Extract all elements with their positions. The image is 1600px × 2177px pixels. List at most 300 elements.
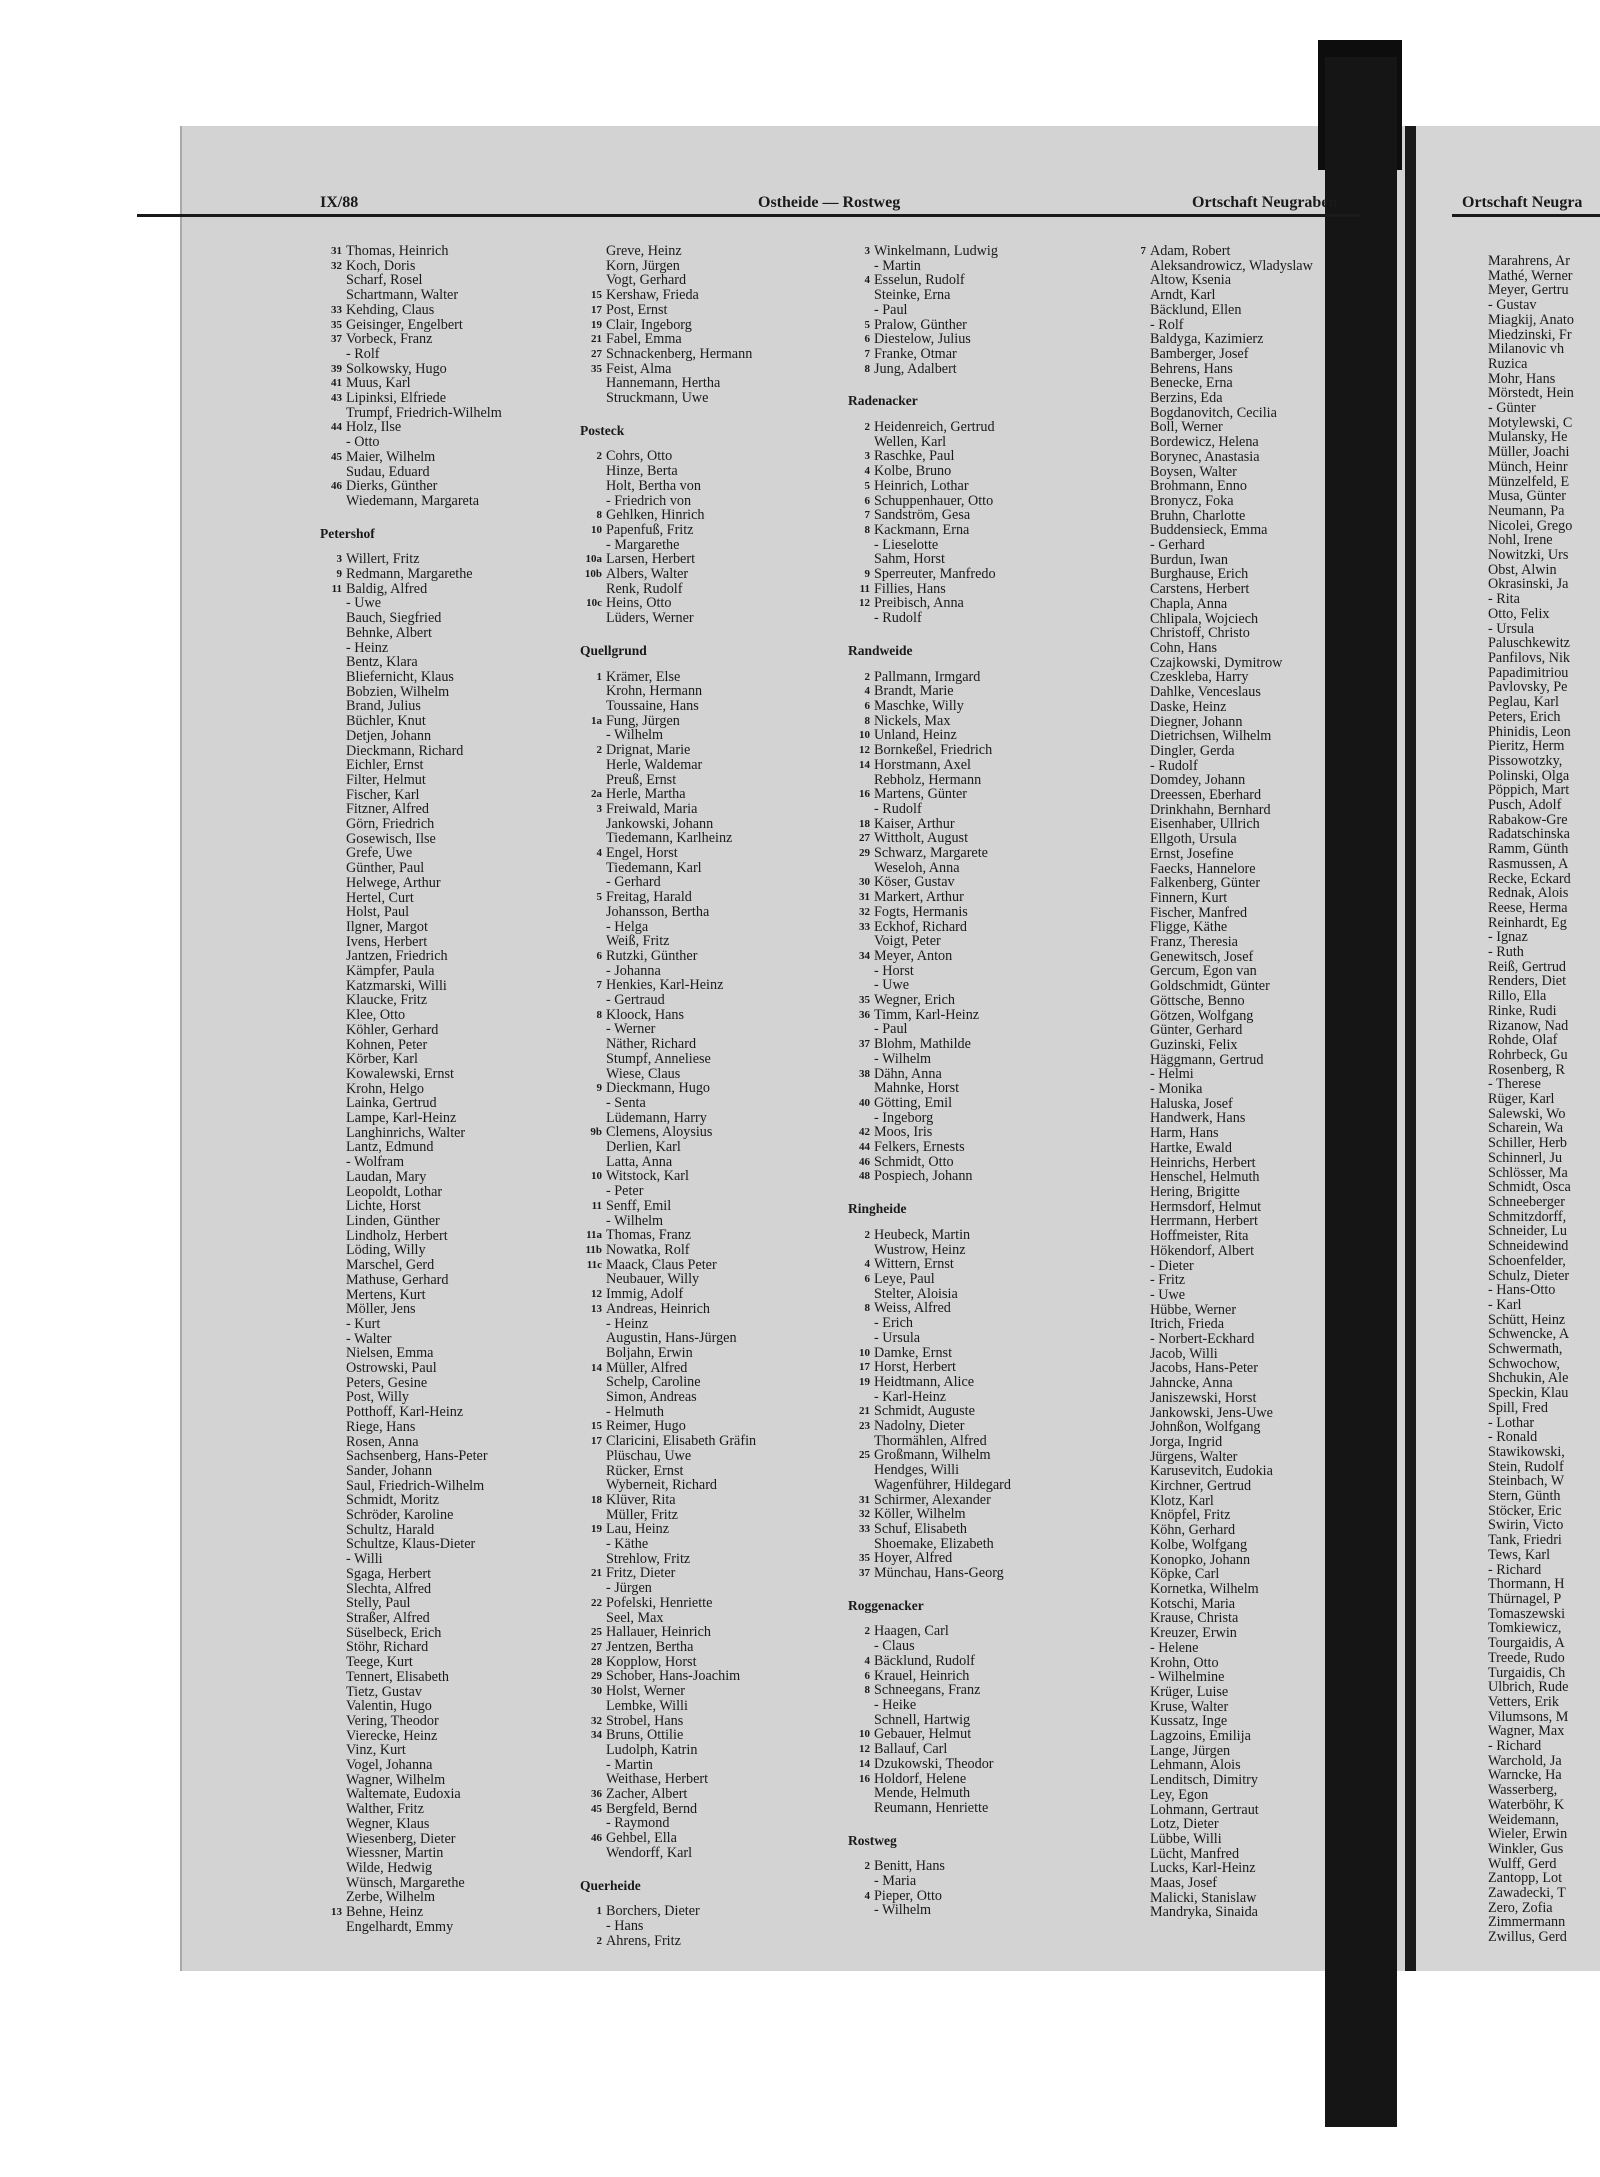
- house-number: 27: [591, 347, 602, 360]
- house-number: [580, 817, 606, 832]
- resident-row: [1124, 862, 1313, 877]
- house-number: 6: [864, 1273, 870, 1285]
- house-number: 41: [331, 377, 342, 390]
- resident-name: Miagkij, Anato: [1488, 311, 1574, 328]
- next-page-column: [1488, 254, 1574, 1945]
- house-number: 34: [859, 949, 870, 962]
- resident-row: [1124, 1685, 1313, 1700]
- resident-name: Bliefernicht, Klaus: [346, 668, 454, 685]
- resident-row: [848, 1903, 1011, 1918]
- house-number: [320, 949, 346, 964]
- house-number: [320, 435, 346, 450]
- resident-name: Schnell, Hartwig: [874, 1711, 971, 1728]
- resident-row: [848, 1698, 1011, 1713]
- resident-name: Preuß, Ernst: [606, 771, 677, 788]
- resident-row: [580, 875, 756, 890]
- resident-row: [580, 1449, 756, 1464]
- resident-row: [580, 1302, 756, 1317]
- house-number: [320, 1170, 346, 1185]
- resident-row: [848, 670, 1011, 685]
- resident-row: [848, 1390, 1011, 1405]
- resident-name: Reiß, Gertrud: [1488, 958, 1567, 975]
- resident-row: [320, 288, 502, 303]
- house-number: [320, 1817, 346, 1832]
- resident-row: [580, 1802, 756, 1817]
- house-number: [848, 1463, 874, 1478]
- resident-row: [1124, 626, 1313, 641]
- resident-row: [1124, 1803, 1313, 1818]
- house-number: [580, 391, 606, 406]
- resident-name: Muus, Karl: [346, 375, 411, 392]
- house-number: 6: [864, 333, 870, 346]
- house-number: [1124, 303, 1150, 318]
- resident-name: - Horst: [874, 962, 914, 979]
- house-number: [320, 993, 346, 1008]
- resident-name: Bordewicz, Helena: [1150, 434, 1259, 451]
- house-number: [1124, 332, 1150, 347]
- resident-row: [320, 1537, 502, 1552]
- resident-name: Nadolny, Dieter: [874, 1418, 965, 1435]
- house-number: [320, 1464, 346, 1479]
- resident-row: [320, 832, 502, 847]
- resident-row: [580, 347, 756, 362]
- resident-name: Wiesenberg, Dieter: [346, 1830, 456, 1847]
- resident-row: [848, 1801, 1011, 1816]
- resident-row: [320, 596, 502, 611]
- resident-row: [320, 567, 502, 582]
- resident-name: Wittern, Ernst: [874, 1256, 954, 1273]
- house-number: [1124, 1053, 1150, 1068]
- resident-row: [580, 1669, 756, 1684]
- resident-row: [580, 1125, 756, 1140]
- resident-name: Pralow, Günther: [874, 316, 967, 333]
- house-number: 18: [859, 817, 870, 830]
- resident-row: [848, 582, 1011, 597]
- resident-row: [1124, 612, 1313, 627]
- house-number: 19: [591, 1523, 602, 1536]
- resident-row: [1124, 273, 1313, 288]
- house-number: [1124, 1244, 1150, 1259]
- house-number: [580, 728, 606, 743]
- resident-name: Claricini, Elisabeth Gräfin: [606, 1433, 757, 1450]
- house-number: 4: [864, 465, 870, 478]
- house-number: [580, 1772, 606, 1787]
- resident-name: Vinz, Kurt: [346, 1742, 406, 1759]
- resident-row: [848, 479, 1011, 494]
- resident-row: [580, 670, 756, 685]
- resident-name: Boll, Werner: [1150, 419, 1223, 436]
- resident-name: Peglau, Karl: [1488, 694, 1559, 711]
- resident-name: Rednak, Alois: [1488, 885, 1569, 902]
- resident-row: [320, 979, 502, 994]
- house-number: [320, 641, 346, 656]
- house-number: 21: [591, 333, 602, 346]
- resident-name: Kopplow, Horst: [606, 1653, 697, 1670]
- house-number: 11a: [586, 1229, 602, 1242]
- resident-name: Eisenhaber, Ullrich: [1150, 816, 1260, 833]
- resident-row: [848, 1272, 1011, 1287]
- resident-row: [848, 831, 1011, 846]
- house-number: [320, 1435, 346, 1450]
- house-number: [1124, 1170, 1150, 1185]
- resident-row: [1124, 1288, 1313, 1303]
- resident-name: Aleksandrowicz, Wladyslaw: [1150, 257, 1313, 274]
- resident-row: [580, 831, 756, 846]
- resident-name: Clair, Ingeborg: [606, 316, 692, 333]
- resident-name: Immig, Adolf: [606, 1286, 684, 1303]
- house-number: 14: [591, 1361, 602, 1374]
- house-number: 43: [331, 392, 342, 405]
- house-number: [320, 1332, 346, 1347]
- resident-name: Shoemake, Elizabeth: [874, 1535, 994, 1552]
- resident-row: [1124, 465, 1313, 480]
- house-number: [580, 1464, 606, 1479]
- resident-name: Maack, Claus Peter: [606, 1256, 717, 1273]
- resident-name: Domdey, Johann: [1150, 772, 1246, 789]
- resident-row: [1124, 1508, 1313, 1523]
- resident-name: Schinnerl, Ju: [1488, 1149, 1563, 1166]
- street-section: [848, 244, 1011, 376]
- resident-name: Paluschkewitz: [1488, 635, 1570, 652]
- resident-row: [320, 935, 502, 950]
- resident-row: [1124, 920, 1313, 935]
- resident-name: Thormählen, Alfred: [874, 1432, 987, 1449]
- resident-row: [580, 773, 756, 788]
- house-number: [320, 626, 346, 641]
- house-number: [1124, 1641, 1150, 1656]
- resident-name: Spill, Fred: [1488, 1399, 1548, 1416]
- resident-name: Büchler, Knut: [346, 713, 426, 730]
- resident-row: [580, 861, 756, 876]
- house-number: [320, 1582, 346, 1597]
- house-number: [1124, 817, 1150, 832]
- resident-row: [848, 1537, 1011, 1552]
- house-number: [580, 1346, 606, 1361]
- resident-name: Rosen, Anna: [346, 1433, 419, 1450]
- house-number: [580, 1508, 606, 1523]
- house-number: 12: [859, 1743, 870, 1756]
- resident-row: [320, 891, 502, 906]
- house-number: 10: [591, 1170, 602, 1183]
- resident-row: [1124, 1156, 1313, 1171]
- resident-name: Heubeck, Martin: [874, 1226, 971, 1243]
- resident-row: [1124, 1347, 1313, 1362]
- resident-row: [848, 596, 1011, 611]
- house-number: [1124, 1905, 1150, 1920]
- resident-name: Brandt, Marie: [874, 683, 954, 700]
- resident-row: [320, 1317, 502, 1332]
- resident-row: [848, 449, 1011, 464]
- resident-name: Wulff, Gerd: [1488, 1855, 1557, 1872]
- resident-name: Franke, Otmar: [874, 345, 957, 362]
- street-section: [320, 244, 502, 509]
- resident-row: [848, 846, 1011, 861]
- house-number: 6: [864, 494, 870, 507]
- resident-row: [580, 743, 756, 758]
- resident-name: Linden, Günther: [346, 1213, 440, 1229]
- resident-row: [1124, 670, 1313, 685]
- resident-name: Tietz, Gustav: [346, 1683, 422, 1700]
- resident-name: - Gertraud: [606, 992, 665, 1009]
- resident-row: [320, 376, 502, 391]
- resident-row: [320, 846, 502, 861]
- resident-name: Czeskleba, Harry: [1150, 669, 1249, 686]
- resident-name: Winkler, Gus: [1488, 1840, 1564, 1857]
- resident-row: [320, 1126, 502, 1141]
- house-number: 12: [591, 1288, 602, 1301]
- resident-row: [320, 1479, 502, 1494]
- resident-name: - Karl-Heinz: [874, 1388, 947, 1405]
- resident-name: Sandström, Gesa: [874, 507, 971, 524]
- resident-row: [848, 684, 1011, 699]
- resident-name: Straßer, Alfred: [346, 1609, 430, 1626]
- resident-name: Rosenberg, R: [1488, 1061, 1565, 1078]
- house-number: [1124, 1611, 1150, 1626]
- house-number: 10c: [586, 597, 602, 610]
- resident-row: [580, 1537, 756, 1552]
- resident-name: Freiwald, Maria: [606, 800, 698, 817]
- resident-row: [320, 1817, 502, 1832]
- house-number: [580, 875, 606, 890]
- house-number: 2: [864, 670, 870, 683]
- resident-row: [1124, 1244, 1313, 1259]
- resident-row: [848, 1507, 1011, 1522]
- resident-row: [580, 1258, 756, 1273]
- house-number: [580, 376, 606, 391]
- resident-name: Müller, Alfred: [606, 1359, 688, 1376]
- resident-row: [320, 494, 502, 509]
- house-number: [1124, 1758, 1150, 1773]
- resident-name: Witstock, Karl: [606, 1168, 689, 1185]
- resident-row: [1124, 244, 1313, 259]
- resident-row: [848, 699, 1011, 714]
- resident-name: Wittholt, August: [874, 830, 969, 847]
- resident-name: Boljahn, Erwin: [606, 1344, 693, 1361]
- house-number: [1124, 788, 1150, 803]
- house-number: 7: [864, 347, 870, 360]
- resident-name: Wendorff, Karl: [606, 1844, 693, 1861]
- resident-row: [1124, 1023, 1313, 1038]
- resident-row: [580, 1228, 756, 1243]
- resident-row: [320, 1023, 502, 1038]
- resident-row: [1124, 788, 1313, 803]
- house-number: [1124, 1553, 1150, 1568]
- house-number: 5: [864, 479, 870, 492]
- house-number: 11: [859, 582, 870, 595]
- resident-name: Vetters, Erik: [1488, 1693, 1559, 1710]
- resident-row: [580, 1140, 756, 1155]
- house-number: [1124, 759, 1150, 774]
- house-number: 11: [331, 582, 342, 595]
- resident-name: Rasmussen, A: [1488, 855, 1569, 872]
- house-number: [1124, 1567, 1150, 1582]
- house-number: 17: [859, 1361, 870, 1374]
- resident-name: Guzinski, Felix: [1150, 1036, 1238, 1053]
- house-number: [1124, 1406, 1150, 1421]
- house-number: 4: [864, 685, 870, 698]
- resident-row: [1124, 1126, 1313, 1141]
- resident-row: [848, 758, 1011, 773]
- house-number: 2: [596, 450, 602, 463]
- resident-name: - Wolfram: [346, 1154, 405, 1171]
- resident-row: [580, 1111, 756, 1126]
- house-number: 36: [591, 1788, 602, 1801]
- resident-name: Drignat, Marie: [606, 742, 691, 759]
- resident-name: Lange, Jürgen: [1150, 1742, 1231, 1759]
- house-number: [320, 1126, 346, 1141]
- resident-row: [848, 1551, 1011, 1566]
- resident-row: [320, 1067, 502, 1082]
- house-number: [320, 861, 346, 876]
- resident-row: [580, 1728, 756, 1743]
- resident-row: [1124, 1141, 1313, 1156]
- resident-name: - Kurt: [346, 1315, 381, 1332]
- resident-name: Müller, Fritz: [606, 1506, 678, 1523]
- resident-row: [320, 1302, 502, 1317]
- resident-row: [1124, 773, 1313, 788]
- resident-row: [320, 993, 502, 1008]
- resident-row: [1124, 906, 1313, 921]
- house-number: [320, 347, 346, 362]
- house-number: [320, 714, 346, 729]
- house-number: [1124, 1376, 1150, 1391]
- resident-name: Maas, Josef: [1150, 1875, 1217, 1892]
- resident-row: [848, 1155, 1011, 1170]
- resident-row: [1124, 656, 1313, 671]
- resident-name: Saul, Friedrich-Wilhelm: [346, 1477, 485, 1494]
- resident-row: [848, 1448, 1011, 1463]
- house-number: [320, 846, 346, 861]
- resident-name: Sachsenberg, Hans-Peter: [346, 1448, 488, 1465]
- resident-name: Schmidt, Otto: [874, 1153, 954, 1170]
- resident-name: Münzelfeld, E: [1488, 473, 1570, 490]
- house-number: [580, 1184, 606, 1199]
- resident-row: [1124, 979, 1313, 994]
- resident-name: Warchold, Ja: [1488, 1752, 1562, 1769]
- resident-row: [1124, 1082, 1313, 1097]
- house-number: 10b: [584, 568, 602, 581]
- resident-row: [580, 1581, 756, 1596]
- resident-name: Johnßon, Wolfgang: [1150, 1419, 1261, 1436]
- house-number: [580, 920, 606, 935]
- resident-name: Preibisch, Anna: [874, 595, 964, 612]
- house-number: [848, 1081, 874, 1096]
- resident-name: Heinrichs, Herbert: [1150, 1154, 1256, 1171]
- resident-name: Krauel, Heinrich: [874, 1667, 970, 1684]
- resident-row: [1124, 1567, 1313, 1582]
- house-number: [1124, 700, 1150, 715]
- resident-row: [320, 1155, 502, 1170]
- resident-row: [320, 1758, 502, 1773]
- resident-name: Solkowsky, Hugo: [346, 360, 447, 377]
- resident-name: Borynec, Anastasia: [1150, 448, 1260, 465]
- house-number: [1124, 729, 1150, 744]
- resident-name: Mandryka, Sinaida: [1150, 1904, 1258, 1921]
- resident-row: [1124, 1626, 1313, 1641]
- resident-name: Scharein, Wa: [1488, 1120, 1564, 1137]
- resident-row: [1124, 847, 1313, 862]
- house-number: [1124, 376, 1150, 391]
- resident-row: [848, 1169, 1011, 1184]
- resident-name: Moos, Iris: [874, 1124, 933, 1141]
- resident-name: Bäcklund, Rudolf: [874, 1652, 975, 1669]
- resident-row: [1124, 567, 1313, 582]
- resident-name: Miedzinski, Fr: [1488, 326, 1572, 343]
- resident-name: Kehding, Claus: [346, 301, 435, 318]
- resident-name: Herle, Martha: [606, 786, 686, 803]
- house-number: 29: [859, 847, 870, 860]
- resident-row: [1124, 1170, 1313, 1185]
- resident-row: [320, 1714, 502, 1729]
- house-number: [1124, 626, 1150, 641]
- resident-row: [848, 743, 1011, 758]
- house-number: [580, 758, 606, 773]
- resident-row: [1124, 1111, 1313, 1126]
- house-number: [320, 655, 346, 670]
- house-number: 27: [591, 1640, 602, 1653]
- resident-name: Czajkowski, Dymitrow: [1150, 654, 1283, 671]
- resident-row: [320, 1802, 502, 1817]
- resident-row: [848, 861, 1011, 876]
- house-number: [580, 1155, 606, 1170]
- resident-row: [320, 332, 502, 347]
- house-number: 8: [864, 1684, 870, 1697]
- resident-row: [848, 714, 1011, 729]
- resident-name: Stöhr, Richard: [346, 1639, 429, 1656]
- house-number: [1124, 1214, 1150, 1229]
- resident-name: - Gerhard: [1150, 537, 1205, 554]
- house-number: [580, 538, 606, 553]
- resident-row: [848, 1316, 1011, 1331]
- resident-row: [1124, 1038, 1313, 1053]
- resident-name: Helwege, Arthur: [346, 874, 441, 891]
- house-number: [848, 1903, 874, 1918]
- resident-row: [320, 1685, 502, 1700]
- house-number: [1124, 1332, 1150, 1347]
- resident-row: [1124, 1317, 1313, 1332]
- resident-name: Waterböhr, K: [1488, 1796, 1565, 1813]
- house-number: [320, 1626, 346, 1641]
- resident-row: [1124, 964, 1313, 979]
- house-number: [320, 1111, 346, 1126]
- resident-name: Münchau, Hans-Georg: [874, 1565, 1004, 1582]
- house-number: [320, 773, 346, 788]
- resident-name: Bruns, Ottilie: [606, 1727, 684, 1744]
- resident-row: [580, 1405, 756, 1420]
- resident-row: [320, 861, 502, 876]
- resident-row: [1124, 1700, 1313, 1715]
- resident-row: [320, 670, 502, 685]
- resident-name: Köller, Wilhelm: [874, 1506, 966, 1523]
- resident-name: Lücht, Manfred: [1150, 1845, 1240, 1862]
- resident-row: [1124, 288, 1313, 303]
- resident-name: Derlien, Karl: [606, 1139, 681, 1156]
- resident-row: [1124, 1553, 1313, 1568]
- house-number: 10: [859, 1346, 870, 1359]
- house-number: 3: [864, 450, 870, 463]
- house-number: 1a: [591, 714, 602, 727]
- house-number: 31: [859, 1493, 870, 1506]
- resident-name: Krohn, Helgo: [346, 1080, 425, 1097]
- resident-name: Münch, Heinr: [1488, 458, 1568, 475]
- resident-row: [320, 1405, 502, 1420]
- resident-row: [1124, 1450, 1313, 1465]
- house-number: [1124, 1788, 1150, 1803]
- resident-row: [320, 1008, 502, 1023]
- resident-row: [1124, 1420, 1313, 1435]
- resident-row: [848, 318, 1011, 333]
- house-number: [320, 1317, 346, 1332]
